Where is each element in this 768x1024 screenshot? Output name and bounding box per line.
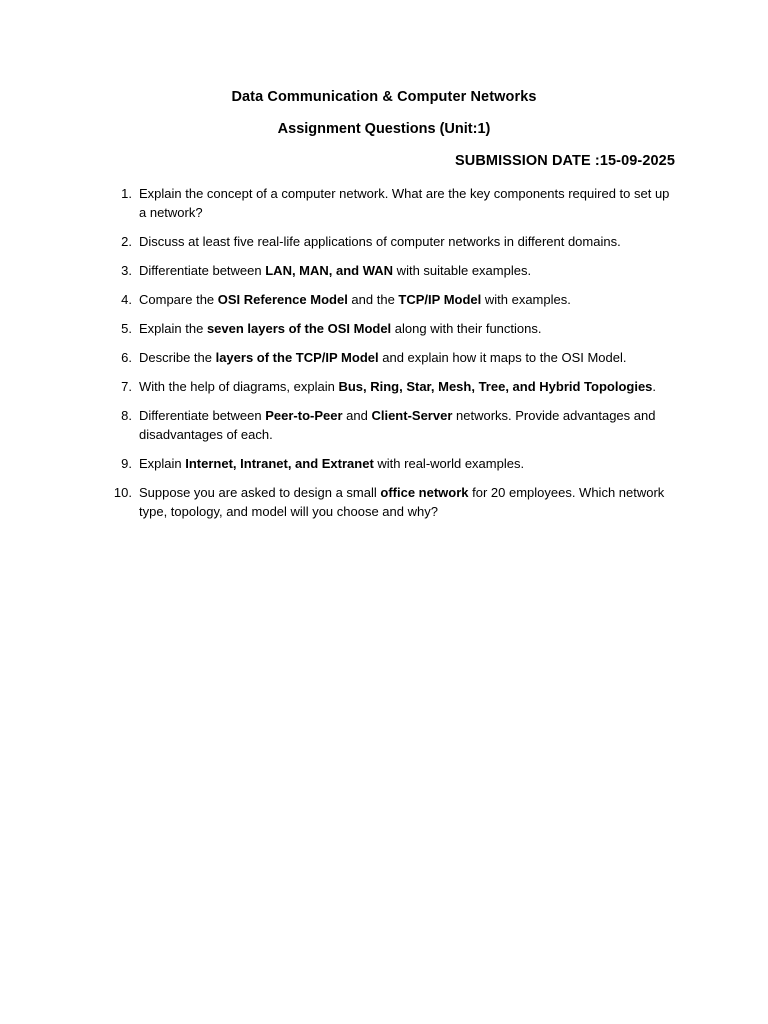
question-text-segment: networks. Provide advantages and disadvantages of each. [139, 408, 656, 442]
question-text-segment: and the [347, 292, 399, 307]
question-bold-text: OSI Reference Model [217, 292, 348, 307]
question-text [139, 408, 655, 442]
question-text-segment: Differentiate between [139, 408, 266, 423]
question-bold-text: Bus, Ring, Star, Mesh, Tree, and Hybrid Topologies [338, 379, 653, 394]
question-number: 5. [121, 321, 132, 336]
question-bold-text: layers of the TCP/IP Model [215, 350, 379, 365]
question-text-segment: and explain how it maps to the OSI Model. [378, 350, 627, 365]
question-bold-text: Client-Server [371, 408, 453, 423]
question-text [139, 263, 531, 278]
question-bold-text: Peer-to-Peer [265, 408, 343, 423]
question-text-segment: with suitable examples. [393, 263, 532, 278]
submission-date: SUBMISSION DATE :15-09-2025 [455, 153, 675, 169]
question-text-segment: with real-world examples. [373, 456, 525, 471]
question-text-segment: Describe the [139, 350, 216, 365]
question-number: 1. [121, 186, 132, 201]
question-number: 10. [113, 485, 132, 500]
document-title: Data Communication & Computer Networks [231, 89, 537, 105]
question-number: 7. [121, 379, 132, 394]
question-text-segment: for 20 employees. Which network type, topology, and model will you choose and why? [139, 485, 665, 519]
question-bold-text: LAN, MAN, and WAN [265, 263, 394, 278]
document-subtitle: Assignment Questions (Unit:1) [277, 121, 491, 137]
question-item [108, 319, 678, 338]
question-text [139, 485, 664, 519]
question-number: 9. [121, 456, 132, 471]
question-number: 4. [121, 292, 132, 307]
question-text [139, 379, 656, 394]
question-text-segment: Compare the [139, 292, 218, 307]
question-text [139, 292, 571, 307]
question-text-segment: Suppose you are asked to design a small [139, 485, 381, 500]
question-list [108, 184, 678, 531]
question-text [139, 321, 541, 336]
question-item [108, 184, 678, 222]
question-text-segment: Discuss at least five real-life applications of computer networks in different domains. [139, 234, 621, 249]
question-number: 3. [121, 263, 132, 278]
question-text-segment: . [652, 379, 657, 394]
question-text-segment: Explain [139, 456, 186, 471]
question-bold-text: office network [380, 485, 469, 500]
question-item [108, 290, 678, 309]
question-bold-text: seven layers of the OSI Model [206, 321, 392, 336]
question-bold-text: Internet, Intranet, and Extranet [185, 456, 374, 471]
question-number: 6. [121, 350, 132, 365]
question-text-segment: Explain the concept of a computer network. What are the key components required to set up a network? [139, 186, 670, 220]
question-number: 2. [121, 234, 132, 249]
question-text-segment: Explain the [139, 321, 207, 336]
question-item [108, 348, 678, 367]
question-text-segment: with examples. [481, 292, 571, 307]
question-item [108, 406, 678, 444]
question-text-segment: along with their functions. [391, 321, 542, 336]
question-text-segment: Differentiate between [139, 263, 266, 278]
question-item [108, 454, 678, 473]
question-text [139, 186, 669, 220]
question-text [139, 350, 626, 365]
question-number: 8. [121, 408, 132, 423]
question-item [108, 483, 678, 521]
question-text-segment: With the help of diagrams, explain [139, 379, 339, 394]
question-item [108, 232, 678, 251]
question-item [108, 261, 678, 280]
question-text-segment: and [342, 408, 372, 423]
question-text [139, 456, 524, 471]
question-text [139, 234, 621, 249]
question-bold-text: TCP/IP Model [398, 292, 482, 307]
question-item [108, 377, 678, 396]
